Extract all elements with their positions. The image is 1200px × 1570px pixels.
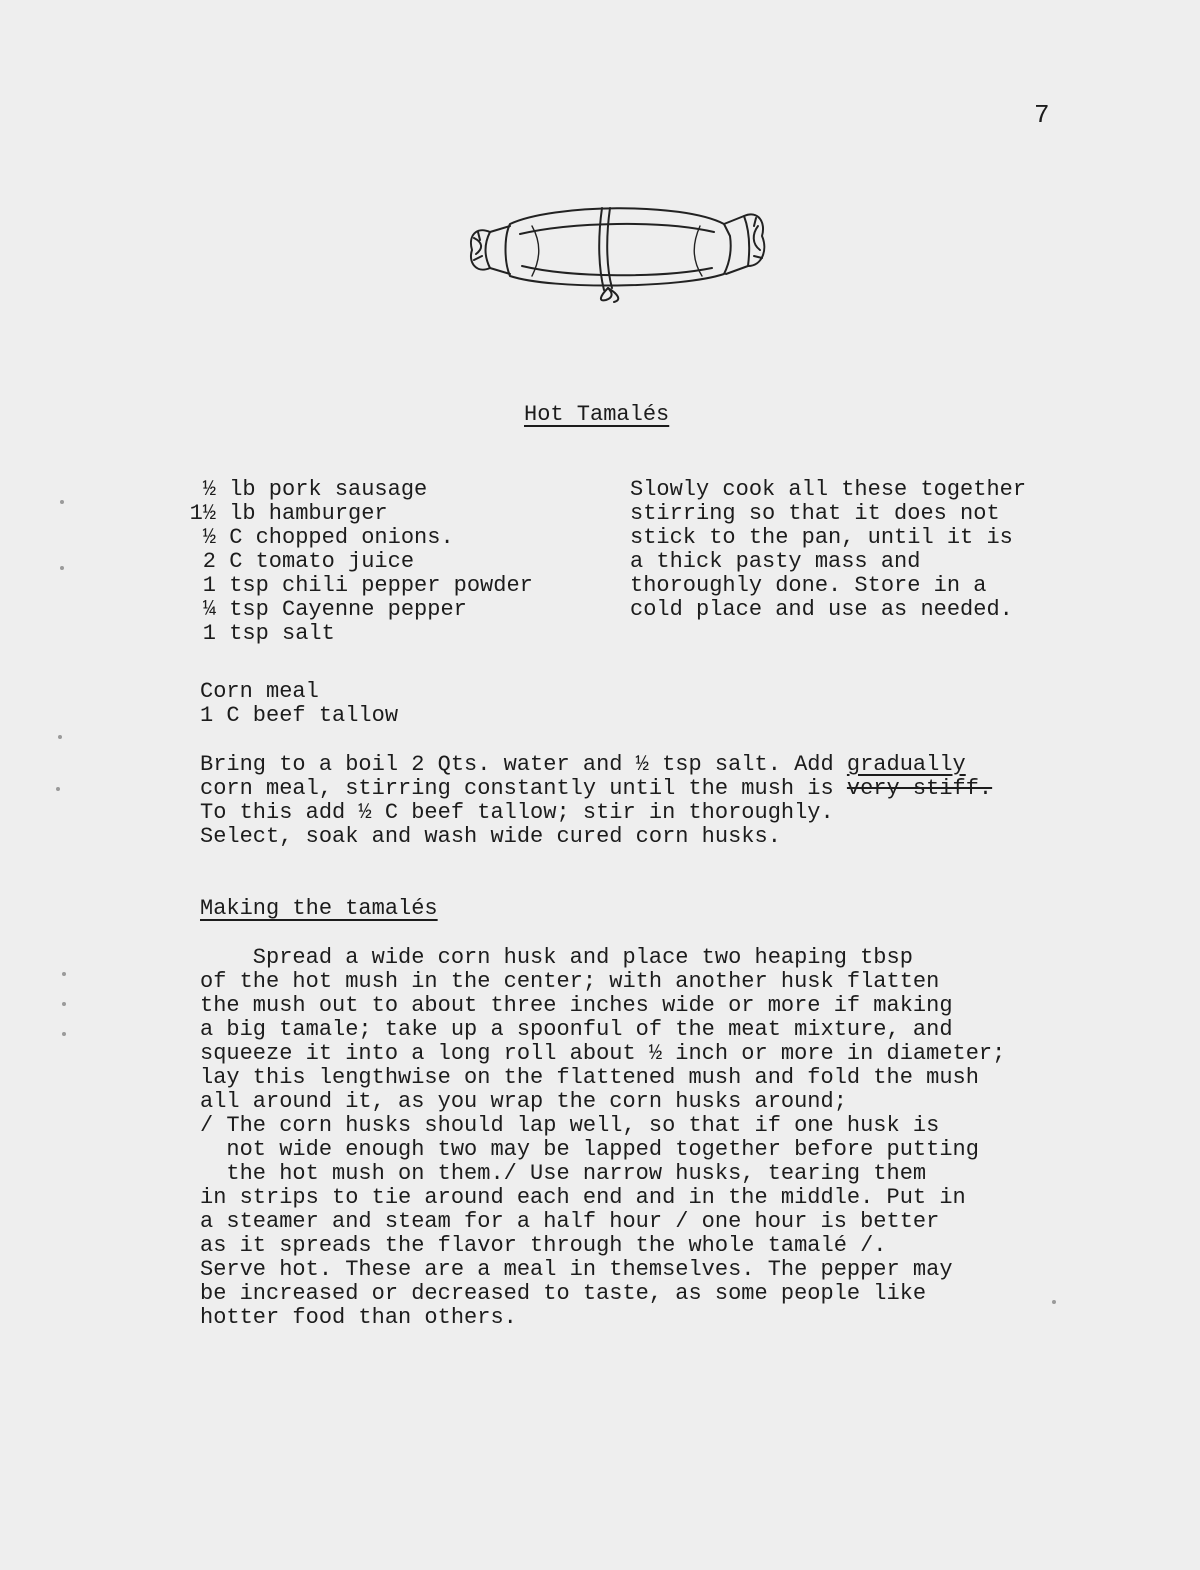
corn-meal-item: 1 C beef tallow: [200, 703, 399, 728]
paper-speck: [62, 1002, 66, 1006]
mush-emphasis: gradually: [846, 752, 966, 777]
mush-line: Select, soak and wash wide cured corn husks.: [200, 824, 781, 849]
making-line: squeeze it into a long roll about ½ inch or more in diameter;: [200, 1041, 1006, 1066]
mush-line: [200, 753, 966, 777]
ingredient-line: [186, 550, 414, 574]
making-line: be increased or decreased to taste, as some people like: [200, 1281, 927, 1306]
cooking-note-line: Slowly cook all these together: [630, 477, 1027, 502]
making-line: as it spreads the flavor through the whole tamalé /.: [200, 1233, 887, 1258]
ingredient-amount: ½: [202, 525, 216, 550]
cooking-note-line: stirring so that it does not: [630, 501, 1000, 526]
making-line: all around it, as you wrap the corn husks around;: [200, 1089, 847, 1114]
cooking-note-line: a thick pasty mass and: [630, 549, 921, 574]
making-line: hotter food than others.: [200, 1305, 517, 1330]
paper-speck: [56, 787, 60, 791]
making-line: in strips to tie around each end and in the middle. Put in: [200, 1185, 966, 1210]
ingredient-line: [186, 598, 467, 622]
ingredient-line: [186, 502, 388, 526]
ingredient-text: lb pork sausage: [229, 477, 428, 502]
ingredient-line: [186, 574, 533, 598]
paper-speck: [62, 1032, 66, 1036]
making-line: the mush out to about three inches wide or more if making: [200, 993, 953, 1018]
making-line: a steamer and steam for a half hour / one hour is better: [200, 1209, 940, 1234]
ingredient-text: lb hamburger: [229, 501, 388, 526]
paper-speck: [62, 972, 66, 976]
mush-line: To this add ½ C beef tallow; stir in thoroughly.: [200, 800, 834, 825]
ingredient-text: C tomato juice: [229, 549, 415, 574]
ingredient-text: C chopped onions.: [229, 525, 454, 550]
making-line: Serve hot. These are a meal in themselves. The pepper may: [200, 1257, 953, 1282]
corn-meal-heading: Corn meal: [200, 679, 319, 704]
making-line: a big tamale; take up a spoonful of the meat mixture, and: [200, 1017, 953, 1042]
paper-speck: [1052, 1300, 1056, 1304]
paper-speck: [58, 735, 62, 739]
cooking-note-line: stick to the pan, until it is: [630, 525, 1013, 550]
ingredient-amount: ¼: [202, 597, 216, 622]
paper-speck: [60, 500, 64, 504]
making-line: / The corn husks should lap well, so that if one husk is: [200, 1113, 940, 1138]
ingredient-text: tsp Cayenne pepper: [229, 597, 467, 622]
ingredient-amount: ½: [202, 477, 216, 502]
mush-text: Bring to a boil 2 Qts. water and ½ tsp salt. Add: [200, 752, 847, 777]
making-line: not wide enough two may be lapped together before putting: [200, 1137, 979, 1162]
recipe-title: Hot Tamalés: [524, 402, 670, 427]
making-line: the hot mush on them./ Use narrow husks, tearing them: [200, 1161, 927, 1186]
ingredient-line: [186, 622, 335, 646]
making-heading: Making the tamalés: [200, 896, 438, 921]
page-number: 7: [1034, 100, 1050, 130]
ingredient-text: tsp chili pepper powder: [229, 573, 533, 598]
cooking-note-line: thoroughly done. Store in a: [630, 573, 987, 598]
making-line: of the hot mush in the center; with another husk flatten: [200, 969, 940, 994]
making-line: Spread a wide corn husk and place two heaping tbsp: [200, 945, 913, 970]
ingredient-amount: 2: [202, 549, 216, 574]
ingredient-line: [186, 478, 427, 502]
ingredient-amount: 1½: [189, 501, 216, 526]
cooking-note-line: cold place and use as needed.: [630, 597, 1013, 622]
mush-line: [200, 777, 992, 801]
ingredient-text: tsp salt: [229, 621, 335, 646]
ingredient-line: [186, 526, 454, 550]
mush-emphasis: very stiff.: [846, 776, 993, 801]
ingredient-amount: 1: [202, 573, 216, 598]
making-line: lay this lengthwise on the flattened mush and fold the mush: [200, 1065, 979, 1090]
paper-speck: [60, 566, 64, 570]
ingredient-amount: 1: [202, 621, 216, 646]
mush-text: corn meal, stirring constantly until the mush is: [200, 776, 847, 801]
tamale-illustration: [462, 196, 772, 308]
